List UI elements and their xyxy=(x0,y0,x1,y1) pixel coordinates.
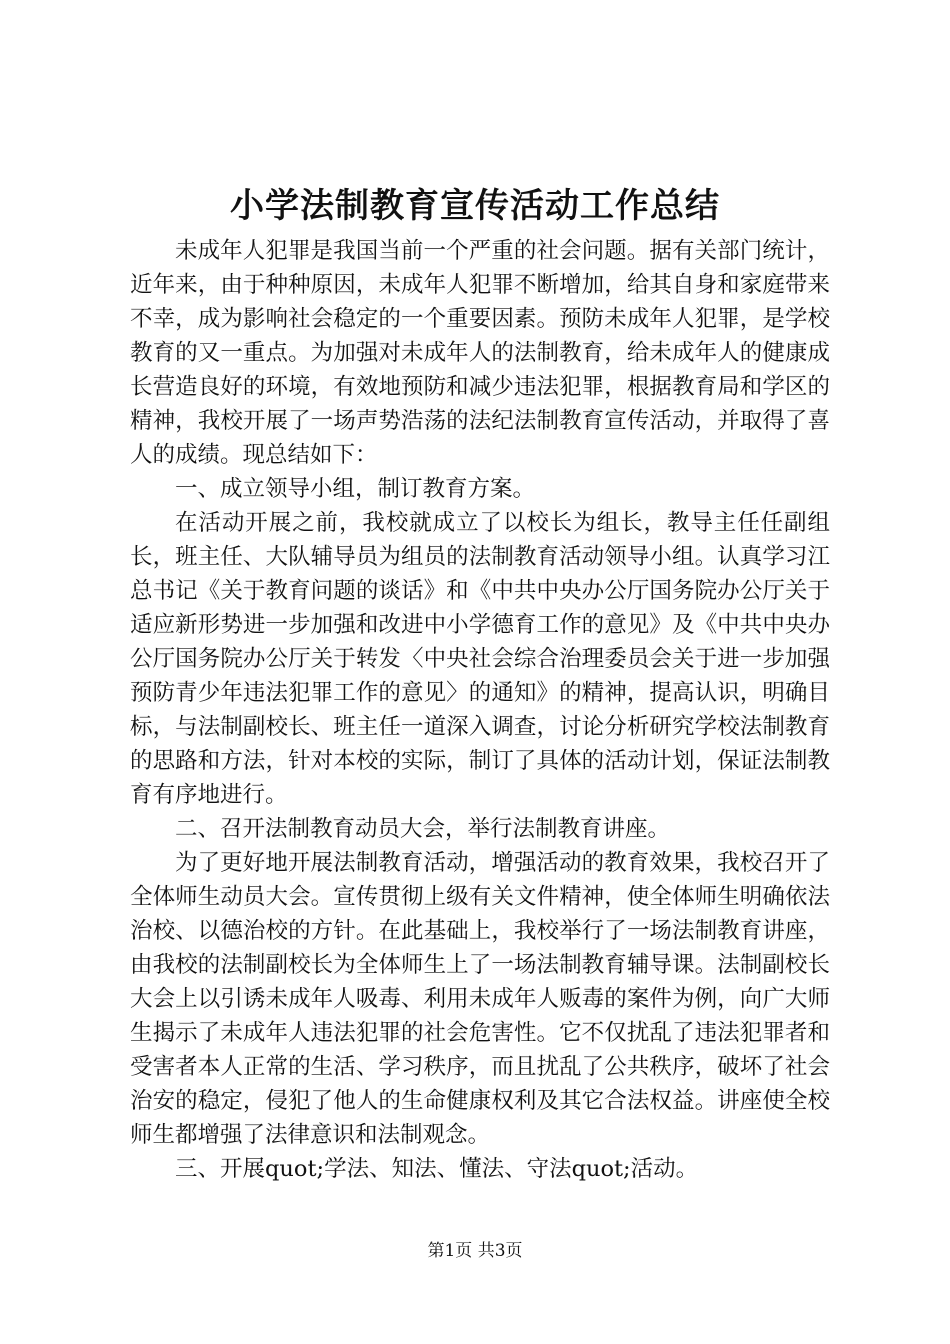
document-title: 小学法制教育宣传活动工作总结 xyxy=(230,186,720,226)
paragraph-section-1: 在活动开展之前，我校就成立了以校长为组长，教导主任任副组长，班主任、大队辅导员为组员的法制教育活动领导小组。认真学习江总书记《关于教育问题的谈话》和《中共中央办公厅国务院办公厅关于适应新形势进一步加强和改进中小学德育工作的意见》及《中共中央办公厅国务院办公厅关于转发〈中央社会综合治理委员会关于进一步加强预防青少年违法犯罪工作的意见〉的通知》的精神，提高认识，明确目标，与法制副校长、班主任一道深入调查，讨论分析研究学校法制教育的思路和方法，针对本校的实际，制订了具体的活动计划，保证法制教育有序地进行。 xyxy=(130,510,830,808)
paragraph-intro: 未成年人犯罪是我国当前一个严重的社会问题。据有关部门统计，近年来，由于种种原因，未成年人犯罪不断增加，给其自身和家庭带来不幸，成为影响社会稳定的一个重要因素。预防未成年人犯罪，是学校教育的又一重点。为加强对未成年人的法制教育，给未成年人的健康成长营造良好的环境，有效地预防和减少违法犯罪，根据教育局和学区的精神，我校开展了一场声势浩荡的法纪法制教育宣传活动，并取得了喜人的成绩。现总结如下： xyxy=(130,238,830,468)
section-heading-1: 一、成立领导小组，制订教育方案。 xyxy=(175,476,536,502)
section-heading-3: 三、开展quot;学法、知法、懂法、守法quot;活动。 xyxy=(175,1156,699,1182)
document-body xyxy=(130,234,830,1186)
page-footer: 第1页 共3页 xyxy=(427,1241,523,1261)
paragraph-section-2: 为了更好地开展法制教育活动，增强活动的教育效果，我校召开了全体师生动员大会。宣传贯彻上级有关文件精神，使全体师生明确依法治校、以德治校的方针。在此基础上，我校举行了一场法制教育讲座，由我校的法制副校长为全体师生上了一场法制教育辅导课。法制副校长大会上以引诱未成年人吸毒、利用未成年人贩毒的案件为例，向广大师生揭示了未成年人违法犯罪的社会危害性。它不仅扰乱了违法犯罪者和受害者本人正常的生活、学习秩序，而且扰乱了公共秩序，破坏了社会治安的稳定，侵犯了他人的生命健康权利及其它合法权益。讲座使全校师生都增强了法律意识和法制观念。 xyxy=(130,850,830,1148)
section-heading-2: 二、召开法制教育动员大会，举行法制教育讲座。 xyxy=(175,816,671,842)
